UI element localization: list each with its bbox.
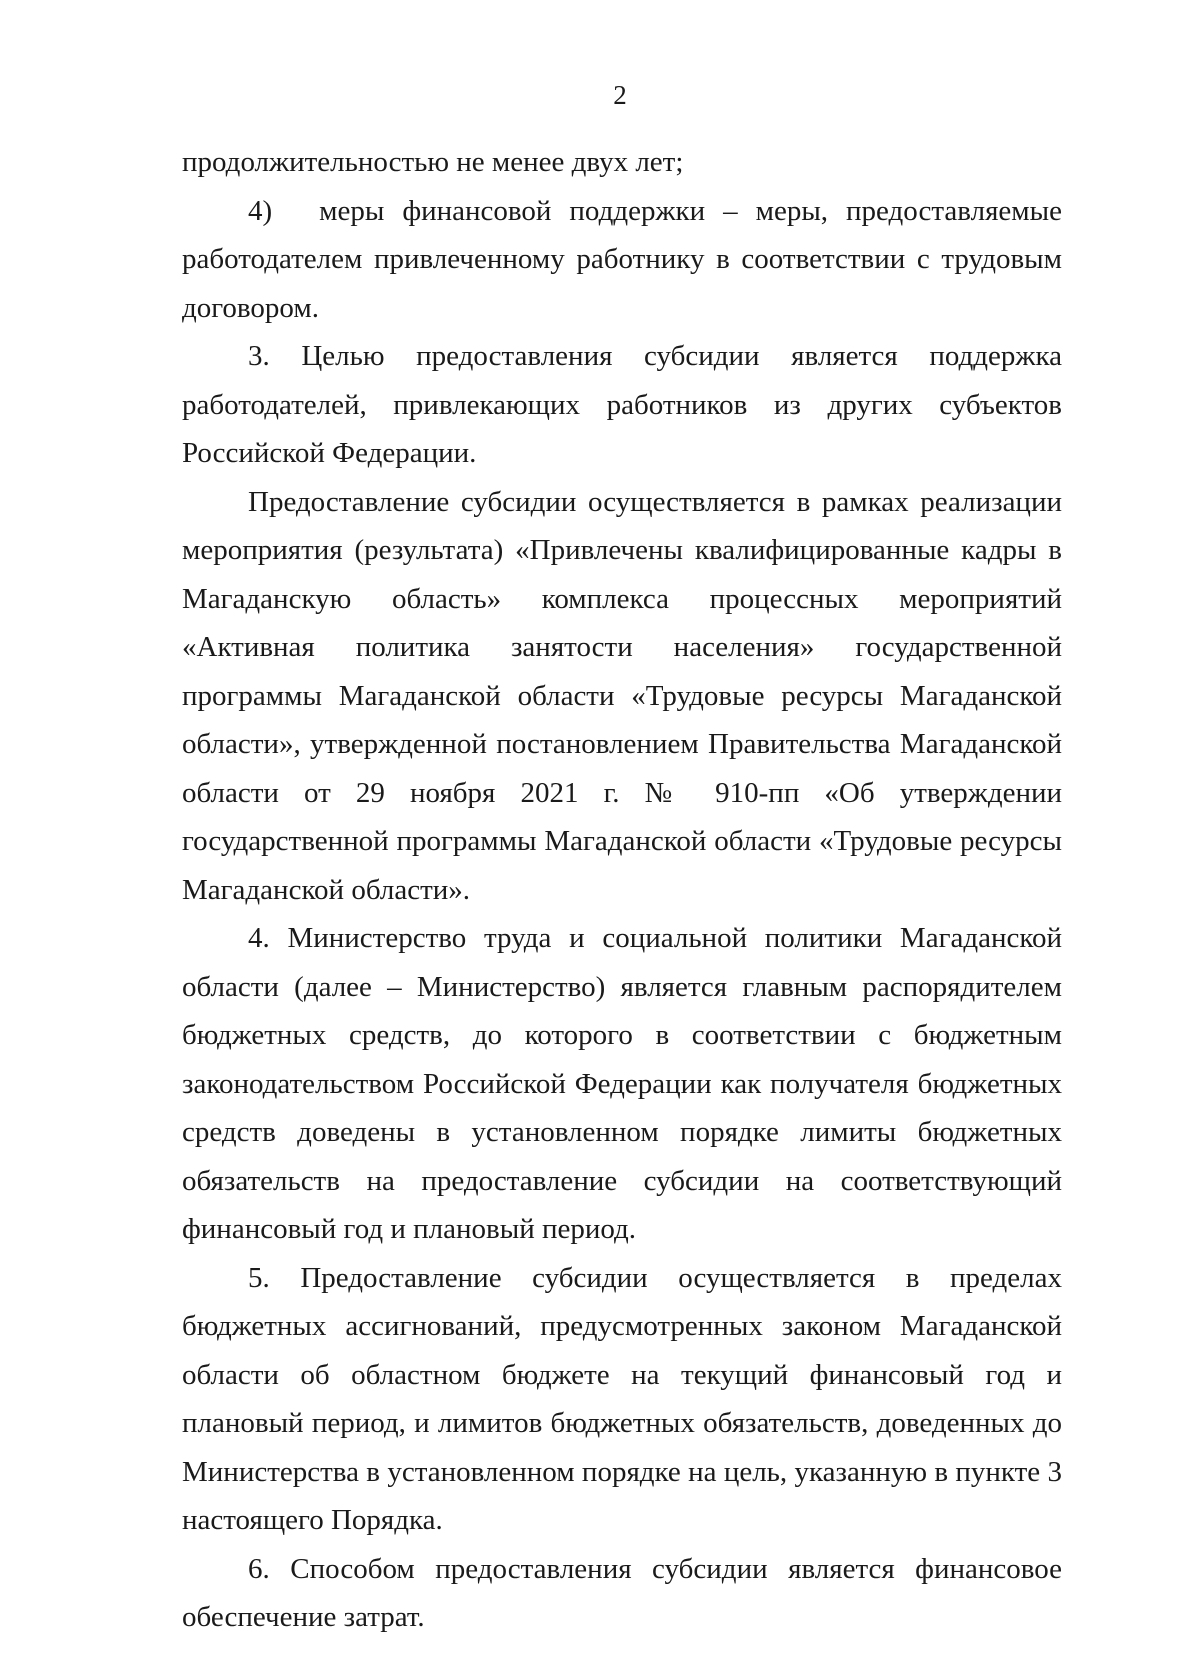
paragraph-clause-6-method: 6. Способом предоставления субсидии является финансовое обеспечение затрат. xyxy=(182,1552,1062,1633)
paragraph-continuation: продолжительностью не менее двух лет; xyxy=(182,146,684,178)
page-number: 2 xyxy=(613,80,627,110)
paragraph-item-4-financial-support: 4) меры финансовой поддержки – меры, предоставляемые работодателем привлеченному работнику в соответствии с трудовым договором. xyxy=(182,194,1062,324)
paragraph-subsidy-framework: Предоставление субсидии осуществляется в рамках реализации мероприятия (результата) «Привлечены квалифицированные кадры в Магаданскую область» комплекса процессных мероприятий «Активная политика занятости населения» государственной программы Магаданской области «Трудовые ресурсы Магаданской области», утвержденной постановлением Правительства Магаданской области от 29 ноября 2021 г. № 910-пп «Об утверждении государственной программы Магаданской области «Трудовые ресурсы Магаданской области». xyxy=(182,485,1062,906)
document-body xyxy=(182,138,1062,1642)
paragraph-clause-4-ministry: 4. Министерство труда и социальной политики Магаданской области (далее – Министерство) является главным распорядителем бюджетных средств, до которого в соответствии с бюджетным законодательством Российской Федерации как получателя бюджетных средств доведены в установленном порядке лимиты бюджетных обязательств на предоставление субсидии на соответствующий финансовый год и плановый период. xyxy=(182,922,1062,1245)
paragraph-clause-5-limits: 5. Предоставление субсидии осуществляется в пределах бюджетных ассигнований, предусмотренных законом Магаданской области об областном бюджете на текущий финансовый год и плановый период, и лимитов бюджетных обязательств, доведенных до Министерства в установленном порядке на цель, указанную в пункте 3 настоящего Порядка. xyxy=(182,1261,1062,1536)
paragraph-clause-3-purpose: 3. Целью предоставления субсидии является поддержка работодателей, привлекающих работников из других субъектов Российской Федерации. xyxy=(182,340,1062,469)
